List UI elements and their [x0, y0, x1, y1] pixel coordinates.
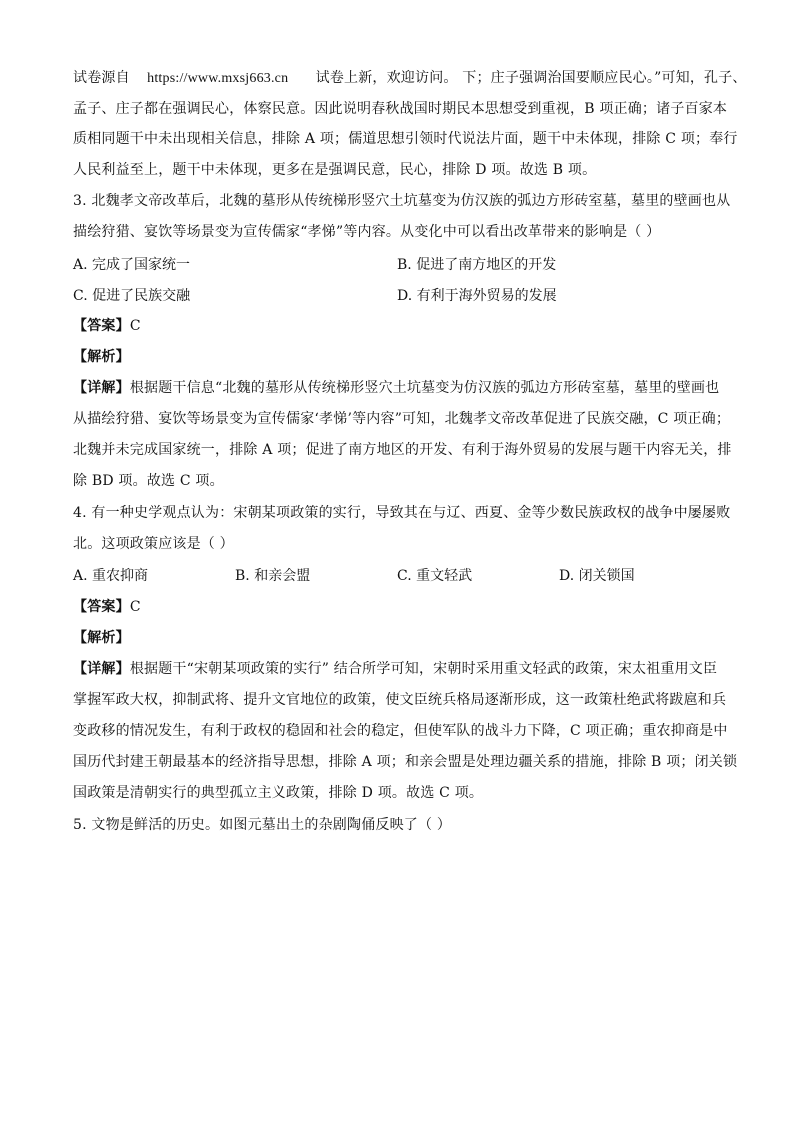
q3-option-c: C. 促进了民族交融: [73, 288, 191, 304]
q4-detail-line2: 掌握军政大权，抑制武将、提升文官地位的政策，使文臣统兵格局逐渐形成，这一政策杜绝武将跋扈和兵: [73, 692, 727, 708]
q3-detail-line4: 除 BD 项。故选 C 项。: [73, 473, 224, 489]
q3-detail-tag: 【详解】: [73, 380, 130, 396]
q2-tail-line3: 质相同题干中未出现相关信息，排除 A 项；儒道思想引领时代说法片面，题干中未体现，排除 C 项；奉行: [73, 131, 738, 147]
q4-detail-tag: 【详解】: [73, 661, 130, 677]
q3-detail-line2: 从描绘狩猎、宴饮等场景变为宣传儒家‘孝悌’等内容”可知，北魏孝文帝改革促进了民族交融，C 项正确；: [73, 411, 731, 427]
q4-option-d: D. 闭关锁国: [559, 568, 635, 584]
q4-detail-text1: 根据题干“宋朝某项政策的实行” 结合所学可知，宋朝时采用重文轻武的政策，宋太祖重用文臣: [129, 661, 718, 677]
q3-detail-line1: [73, 378, 719, 398]
q3-stem-line1: 3. 北魏孝文帝改革后，北魏的墓形从传统梯形竖穴土坑墓变为仿汉族的弧边方形砖室墓，墓里的壁画也从: [73, 193, 731, 209]
source-url[interactable]: https://www.mxsj663.cn: [147, 71, 289, 86]
q3-detail-line3: 北魏并未完成国家统一，排除 A 项；促进了南方地区的开发、有利于海外贸易的发展与题干内容无关，排: [73, 442, 732, 458]
q2-tail-line2: 孟子、庄子都在强调民心，体察民意。因此说明春秋战国时期民本思想受到重视，B 项正确；诸子百家本: [73, 101, 728, 117]
q2-tail-line1: 下；庄子强调治国要顺应民心。”可知，孔子、: [462, 70, 747, 86]
q3-option-b: B. 促进了南方地区的开发: [397, 257, 557, 273]
q3-answer-tag: 【答案】: [73, 318, 130, 334]
q4-option-a: A. 重农抑商: [73, 568, 149, 584]
notice-text: 试卷上新，欢迎访问。: [315, 70, 458, 86]
q4-analysis: [73, 628, 130, 648]
q4-analysis-tag: 【解析】: [73, 630, 130, 646]
q4-answer: [73, 597, 141, 617]
q2-tail-line4: 人民利益至上，题干中未体现，更多在是强调民意，民心，排除 D 项。故选 B 项。: [73, 162, 597, 178]
q4-answer-tag: 【答案】: [73, 599, 130, 615]
q3-analysis: [73, 347, 130, 367]
q3-analysis-tag: 【解析】: [73, 349, 130, 365]
q4-detail-line1: [73, 659, 717, 679]
q3-stem-line2: 描绘狩猎、宴饮等场景变为宣传儒家“孝悌”等内容。从变化中可以看出改革带来的影响是（ ）: [73, 224, 661, 240]
q4-stem-line2: 北。这项政策应该是（ ）: [73, 536, 234, 552]
q3-option-d: D. 有利于海外贸易的发展: [397, 288, 557, 304]
q4-detail-line3: 变政移的情况发生，有利于政权的稳固和社会的稳定，但使军队的战斗力下降，C 项正确；重农抑商是中: [73, 723, 728, 739]
q4-option-c: C. 重文轻武: [397, 568, 473, 584]
q5-stem-line1: 5. 文物是鲜活的历史。如图元墓出土的杂剧陶俑反映了（ ）: [73, 817, 452, 833]
source-label: 试卷源自: [73, 70, 130, 86]
header-line: [73, 68, 747, 89]
q3-detail-text1: 根据题干信息“北魏的墓形从传统梯形竖穴土坑墓变为仿汉族的弧边方形砖室墓，墓里的壁画也: [129, 380, 720, 396]
q4-detail-line4: 国历代封建王朝最基本的经济指导思想，排除 A 项；和亲会盟是处理边疆关系的措施，排除 B 项；闭关锁: [73, 754, 738, 770]
q3-answer-value: C: [129, 318, 141, 334]
q4-detail-line5: 国政策是清朝实行的典型孤立主义政策，排除 D 项。故选 C 项。: [73, 785, 484, 801]
q4-option-b: B. 和亲会盟: [235, 568, 311, 584]
q4-answer-value: C: [129, 599, 141, 615]
q4-stem-line1: 4. 有一种史学观点认为：宋朝某项政策的实行，导致其在与辽、西夏、金等少数民族政权的战争中屡屡败: [73, 505, 731, 521]
q3-answer: [73, 316, 141, 336]
q3-option-a: A. 完成了国家统一: [73, 257, 191, 273]
